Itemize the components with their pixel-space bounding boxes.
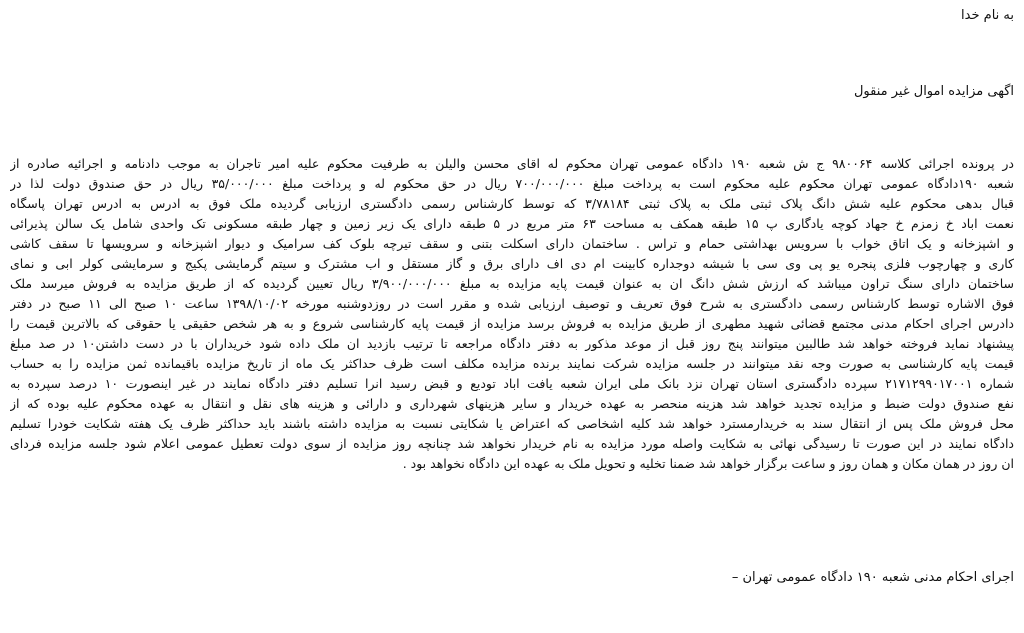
signature-line: اجرای احکام مدنی شعبه ۱۹۰ دادگاه عمومی تهران – [731,570,1014,585]
body-line: قبال بدهی محکوم علیه شش دانگ پلاک ثبتی ملک به پلاک ثبتی ۳/۷۸۱۸۴ که توسط کارشناس رسمی دادگستری ارزیابی گردیده ملک فوق به ادرس به ادرس تهران پاسگاه [10,196,1014,211]
body-line: فوق الاشاره توسط کارشناس رسمی دادگستری به شرح فوق تعریف و توصیف ارزیابی شده و مقرر است در روزدوشنبه مورخه ۱۳۹۸/۱۰/۰۲ ساعت ۱۰ صبح الی ۱۱ صبح در دفتر [10,296,1014,311]
body-line: شعبه ۱۹۰دادگاه عمومی تهران محکوم علیه محکوم است به پرداخت مبلغ ۷۰۰/۰۰۰/۰۰۰ ریال در حق محکوم له و پرداخت مبلغ ۳۵/۰۰۰/۰۰۰ ریال در حق صندوق دولت لذا در [10,176,1014,191]
body-line: شماره ۲۱۷۱۲۹۹۰۱۷۰۰۱ سپرده دادگستری استان تهران نزد بانک ملی ایران شعبه یافت اباد تودیع و قبض رسید انرا تسلیم دفتر دادگاه نمایند در غیر اینصورت ۱۰ درصد سپرده به [10,376,1014,391]
body-line: کاری و چهارچوب فلزی پنجره یو پی وی سی با شیشه دوجداره کابینت ام دی اف دارای برق و گاز مستقل و اب مشترک و سیتم گرمایشی پکیج و سرمایشی کولر ابی و نمای [10,256,1014,271]
body-line: دادگاه نمایند در این صورت تا رسیدگی نهائی به شکایت واصله مورد مزایده به نام خریدار نخواهد شد چنانچه روز مزایده از سوی دولت تعطیل عمومی اعلام شود جلسه مزایده فردای [10,436,1014,451]
body-line: نفع صندوق دولت ضبط و مزایده تجدید خواهد شد هزینه منحصر به عهده خریدار و سایر هزینهای شهرداری و دارائی و هزینه های نقل و انتقال به عهده محکوم علیه بوده که از [10,396,1014,411]
body-line: دادرس اجرای احکام مدنی مجتمع قضائی شهید مطهری از طریق مزایده به فروش برسد مزایده از قیمت پایه کارشناسی شروع و به هر شخص حقیقی یا حقوقی که بالاترین قیمت را [10,316,1014,331]
body-line: ساختمان دارای سنگ تراون میباشد که ارزش شش دانگ ان به عنوان قیمت پایه مزایده به مبلغ ۳/۹۰۰/۰۰۰/۰۰۰ ریال تعیین گردیده که از طریق مزایده به فروش میرسد ملک [10,276,1014,291]
notice-body [10,154,1014,474]
body-line: نعمت اباد خ زمزم خ جهاد کوچه یادگاری پ ۱۵ طبقه همکف به مساحت ۶۳ متر مربع در ۵ طبقه دارای یک زیر زمین و چهار طبقه مسکونی تک واحدی شامل یک سالن پذیرائی [10,216,1014,231]
body-line: پیشنهاد نماید فروخته خواهد شد طالبین میتوانند پنج روز قبل از موعد مذکور به دفتر دادگاه مراجعه تا ترتیب بازدید ان ملک داده شود خریداران با در دست داشتن۱۰ در صد مبلغ [10,336,1014,351]
notice-title: اگهی مزایده اموال غیر منقول [853,84,1014,99]
body-line: ان روز در همان مکان و همان روز و ساعت برگزار خواهد شد ضمنا تخلیه و تحویل ملک به عهده این دادگاه نخواهد بود . [402,456,1014,471]
basmala-heading: به نام خدا [961,8,1014,23]
body-line: در پرونده اجرائی کلاسه ۹۸۰۰۶۴ ج ش شعبه ۱۹۰ دادگاه عمومی تهران محکوم له اقای محسن والیلن به طرفیت محکوم علیه امیر تاجران به موجب دادنامه و اجرائیه صادره از [10,156,1014,171]
body-line: قیمت پایه کارشناسی به صورت وجه نقد میتوانند در جلسه مزایده شرکت نمایند برنده مزایده مکلف است ظرف حداکثر یک ماه از تاریخ مزایده باقیمانده ثمن مزایده را به حساب [10,356,1014,371]
body-line: و اشپزخانه و یک اتاق خواب با سرویس بهداشتی حمام و تراس . ساختمان دارای اسکلت بتنی و سقف تیرچه بلوک کف سرامیک و دیوار اشپزخانه و سرویسها تا سقف کاشی [10,236,1014,251]
body-line: محل فروش ملک پس از انتقال سند به خریدارمسترد خواهد شد کلیه اشخاصی که اعتراض یا شکایتی نسبت به مزایده داشته باشند باید حداکثر ظرف یک هفته شکایت خودرا تسلیم [10,416,1014,431]
